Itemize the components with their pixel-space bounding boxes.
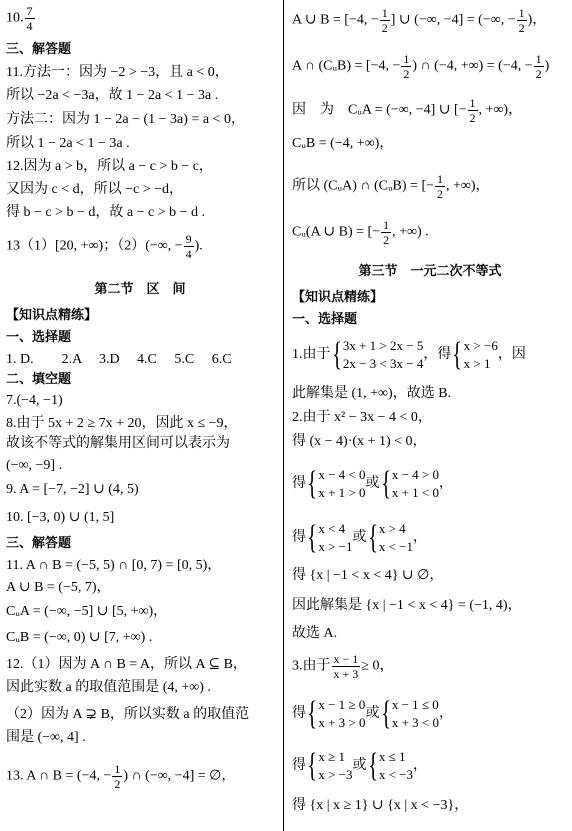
text-line: Cᵤ(A ∪ B) = [− $\frac{1}{2}$ , +∞) . [292,218,429,247]
section-heading: 三、解答题 [6,536,72,551]
text-line: 方法二：因为 1 − 2a − (1 − 3a) = a < 0， [6,112,245,127]
text-line: 因 为 CᵤA = (−∞, −4] ∪ [− $\frac{1}{2}$ , +∞)， [292,96,523,125]
section-title: 第三节 一元二次不等式 [358,264,502,279]
text-line: 9. A = [−7, −2] ∪ (4, 5) [6,482,139,497]
text-line: 3.由于 $\frac{x - 1}{x + 3}$ ≥ 0， [292,652,394,681]
text-line: 因此实数 a 的取值范围是 (4, +∞) . [6,680,211,695]
text-line: 11.方法一：因为 −2 > −3，且 a < 0， [6,65,229,80]
text-line: A ∪ B = (−5, 7)， [6,580,111,595]
text-line: 得{ x < 4 x > −1 或{ x > 4 x < −1 ， [292,519,427,556]
equation-system: x − 4 > 0 x + 1 < 0 [391,467,439,500]
text-line: （2）因为 A ⊋ B，所以实数 a 的取值范 [6,707,250,722]
text-line: 得 {x | x ≥ 1} ∪ {x | x < −3}， [292,798,469,813]
text-line: 得 b − c > b − d，故 a − c > b − d . [6,205,206,220]
text-line: 13. A ∩ B = (−4, − $\frac{1}{2}$ ) ∩ (−∞, −4] = ∅， [6,762,236,791]
text-line: 此解集是 (1, +∞)，故选 B. [292,386,452,401]
equation-system: x > −6 x > 1 [463,338,498,371]
fraction: $\frac{1}{2}$ [518,6,525,35]
fraction: $\frac{1}{2}$ [383,218,390,247]
text-line: 7.(−4, −1) [6,393,63,408]
equation-system: x ≤ 1 x < −3 [378,749,413,782]
text-line: A ∩ (CᵤB) = [−4, − $\frac{1}{2}$ ) ∩ (−4, +∞) = (−4, − $\frac{1}{2}$ ) [292,52,550,81]
text-line: CᵤB = (−∞, 0) ∪ [7, +∞) . [6,630,153,645]
answer-10-label: 10. [6,10,24,26]
text-line: 围是 (−∞, 4] . [6,730,86,745]
text-line: 10. [−3, 0) ∪ (1, 5] [6,510,115,525]
section-heading: 一、选择题 [6,330,72,345]
choice-answers: 1. D. 2.A 3.D 4.C 5.C 6.C [6,352,232,367]
text-line: 2.由于 x² − 3x − 4 < 0， [292,410,432,425]
text-line: 故选 A. [292,626,338,641]
text-line: 所以 −2a < −3a，故 1 − 2a < 1 − 3a . [6,88,219,103]
text-line: 又因为 c < d，所以 −c > −d， [6,182,184,197]
section-heading: 一、选择题 [292,312,358,327]
answer-10 [6,4,36,33]
column-divider [283,0,284,831]
text-line: A ∪ B = [−4, − $\frac{1}{2}$ ] ∪ (−∞, −4] = (−∞, − $\frac{1}{2}$ )， [292,6,547,35]
knowledge-heading: 【知识点精练】 [292,290,384,305]
text-line: (−∞, −9] . [6,458,63,473]
equation-system: x − 1 ≤ 0 x + 3 < 0 [391,697,439,730]
answer-13: 13（1）[20, +∞)；（2）(−∞, − $\frac{9}{4}$ ). [6,232,203,261]
text-line: 12.因为 a > b，所以 a − c > b − c， [6,159,213,174]
text-line: 因此解集是 {x | −1 < x < 4} = (−1, 4)， [292,598,522,613]
fraction: $\frac{1}{2}$ [403,52,410,81]
fraction: $\frac{1}{2}$ [437,172,444,201]
fraction: $\frac{1}{2}$ [535,52,542,81]
section-title: 第二节 区 间 [94,282,186,297]
equation-system: x − 1 ≥ 0 x + 3 > 0 [318,697,366,730]
equation-system: 3x + 1 > 2x − 5 2x − 3 < 3x − 4 [342,338,424,371]
fraction: $\frac{1}{2}$ [114,762,121,791]
fraction: $\frac{1}{2}$ [469,96,476,125]
text-line: 11. A ∩ B = (−5, 5) ∩ [0, 7) = [0, 5)， [6,558,222,573]
equation-system: x > 4 x < −1 [378,521,413,554]
text-line: 得{ x ≥ 1 x > −3 或{ x ≤ 1 x < −3 ， [292,747,427,784]
fraction: $\frac{7}{4}$ [26,4,33,33]
text-line: 1.由于{ 3x + 1 > 2x − 5 2x − 3 < 3x − 4 ，得{ x > −6 x > 1 ，因 [292,336,526,373]
equation-system: x < 4 x > −1 [318,521,353,554]
fraction: $\frac{1}{2}$ [381,6,388,35]
equation-system: x − 4 < 0 x + 1 > 0 [318,467,366,500]
text-line: 8.由于 5x + 2 ≥ 7x + 20，因此 x ≤ −9， [6,416,238,431]
section-heading: 三、解答题 [6,42,72,57]
text-line: 故该不等式的解集用区间可以表示为 [6,436,230,451]
text-line: 所以 1 − 2a < 1 − 3a . [6,136,130,151]
section-heading: 二、填空题 [6,372,72,387]
text-line: CᵤA = (−∞, −5] ∪ [5, +∞)， [6,604,168,619]
fraction: $\frac{x - 1}{x + 3}$ [333,652,359,681]
equation-system: x ≥ 1 x > −3 [318,749,353,782]
text-line: 得 {x | −1 < x < 4} ∪ ∅， [292,568,444,583]
text-line: 得 (x − 4)·(x + 1) < 0， [292,434,427,449]
fraction: $\frac{9}{4}$ [185,232,192,261]
text-line: CᵤB = (−4, +∞)， [292,136,394,151]
text-line: 得{ x − 1 ≥ 0 x + 3 > 0 或{ x − 1 ≤ 0 x + 3 < 0 ， [292,695,453,732]
text-line: 12.（1）因为 A ∩ B = A，所以 A ⊆ B， [6,657,247,672]
text-line: 所以 (CᵤA) ∩ (CᵤB) = [− $\frac{1}{2}$ , +∞)， [292,172,490,201]
text-line: 得{ x − 4 < 0 x + 1 > 0 或{ x − 4 > 0 x + 1 < 0 ， [292,465,453,502]
knowledge-heading: 【知识点精练】 [6,308,98,323]
